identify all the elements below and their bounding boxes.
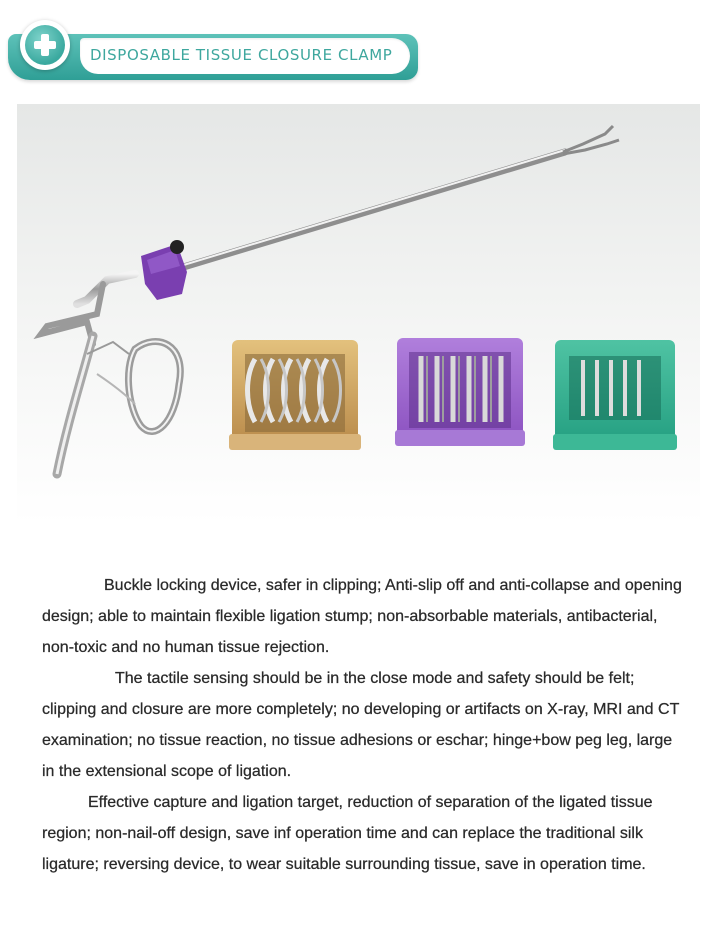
plus-icon xyxy=(20,20,70,70)
description-paragraph: Effective capture and ligation target, reduction of separation of the ligated tissue region; non-nail-off design, save inf operation time and can replace the traditional silk ligature; reversing device, to wear suitable surrounding tissue, save in operation time. xyxy=(42,794,653,873)
section-title: DISPOSABLE TISSUE CLOSURE CLAMP xyxy=(90,46,393,64)
green-clip-cartridge xyxy=(553,340,677,450)
product-photo xyxy=(17,104,700,524)
description-paragraph: Buckle locking device, safer in clipping; Anti-slip off and anti-collapse and opening design; able to maintain flexible ligation stump; non-absorbable materials, antibacterial, non-toxic and no human tissue rejection. xyxy=(42,577,682,656)
description-paragraph: The tactile sensing should be in the close mode and safety should be felt; clipping and closure are more completely; no developing or artifacts on X-ray, MRI and CT examination; no tissue reaction, no tissue adhesions or eschar; hinge+bow peg leg, large in the extensional scope of ligation. xyxy=(42,670,680,780)
section-header-banner xyxy=(8,20,418,80)
purple-clip-cartridge xyxy=(395,338,525,446)
gold-clip-cartridge xyxy=(229,340,361,450)
product-description xyxy=(42,570,682,880)
